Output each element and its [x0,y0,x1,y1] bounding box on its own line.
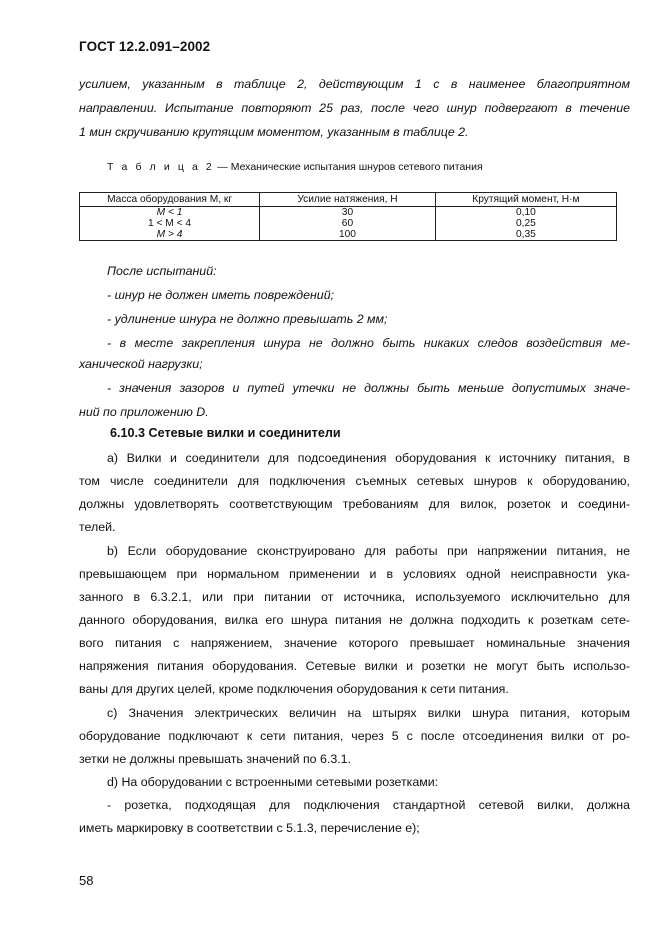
table-header-row [80,193,617,207]
text-line: c) Значения электрических величин на штырях вилки шнура питания, которым [107,706,630,720]
table-cell: 100 [260,229,436,241]
list-item: - розетка, подходящая для подключения стандартной сетевой вилки, должна [107,798,630,812]
document-header: ГОСТ 12.2.091–2002 [79,39,211,54]
table-cell: 30 [260,207,436,219]
list-item: - удлинение шнура не должно превышать 2 мм; [107,312,388,326]
text-line: ний по приложению D. [79,405,209,419]
text-line: напряжения питания оборудования. Сетевые вилки и розетки не могут быть использо- [79,659,630,673]
list-item: - в месте закрепления шнура не должно быть никаких следов воздействия ме- [107,336,630,350]
text-line: превышающем при нормальном применении и в условиях одной неисправности ука- [79,567,630,581]
list-item: - шнур не должен иметь повреждений; [107,288,335,302]
text-line: 1 мин скручиванию крутящим моментом, указанным в таблице 2. [79,125,469,139]
text-line: иметь маркировку в соответствии с 5.1.3, перечисление е); [79,821,420,835]
table-caption-text: — Механические испытания шнуров сетевого питания [214,161,483,173]
table-cell: М > 4 [80,229,260,241]
table-cell: 1 < М < 4 [80,218,260,229]
table-row [80,207,617,219]
page-number: 58 [79,873,94,888]
section-heading: 6.10.3 Сетевые вилки и соединители [110,426,341,440]
text-line: b) Если оборудование сконструировано для работы при напряжении питания, не [107,544,630,558]
table-header-cell: Масса оборудования М, кг [80,193,260,207]
text-line: вого питания с напряжением, значение которого превышает номинальные значения [79,636,630,650]
text-line: должны удовлетворять соответствующим требованиям для вилок, розеток и соедини- [79,497,630,511]
text-line: усилием, указанным в таблице 2, действующим 1 с в наименее благоприятном [79,77,630,91]
mechanical-tests-table [79,192,617,241]
text-line: телей. [79,520,116,534]
table-cell: 0,35 [435,229,616,241]
text-line: ханической нагрузки; [79,357,203,371]
text-line: том числе соединители для подключения съемных сетевых шнуров к оборудованию, [79,474,630,488]
table-row [80,218,617,229]
text-line: направлении. Испытание повторяют 25 раз, после чего шнур подвергают в течение [79,101,630,115]
text-line: а) Вилки и соединители для подсоединения оборудования к источнику питания, в [107,451,630,465]
table-row [80,229,617,241]
text-line: оборудование подключают к сети питания, через 5 с после отсоединения вилки от ро- [79,729,630,743]
text-line: d) На оборудовании с встроенными сетевыми розетками: [107,775,439,789]
table-header-cell: Крутящий момент, Н·м [435,193,616,207]
text-line: ваны для других целей, кроме подключения оборудования к сети питания. [79,682,509,696]
table-header-cell: Усилие натяжения, Н [260,193,436,207]
table-caption [107,161,483,173]
table-caption-label: Т а б л и ц а 2 [107,161,215,173]
table-cell: 60 [260,218,436,229]
text-line: После испытаний: [107,264,217,278]
table-cell: 0,25 [435,218,616,229]
table-cell: М < 1 [80,207,260,219]
text-line: занного в 6.3.2.1, или при питании от источника, используемого исключительно для [79,590,630,604]
text-line: зетки не должны превышать значений по 6.3.1. [79,752,351,766]
list-item: - значения зазоров и путей утечки не должны быть меньше допустимых значе- [107,381,630,395]
text-line: данного оборудования, вилка его шнура питания не должна подходить к розеткам сете- [79,613,630,627]
table-cell: 0,10 [435,207,616,219]
